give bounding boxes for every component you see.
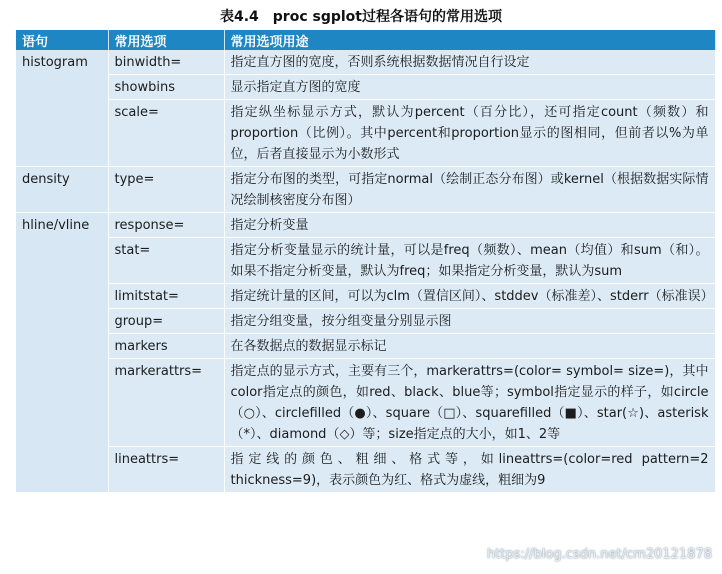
table-row (16, 100, 715, 167)
purpose-cell: 指定分析变量显示的统计量，可以是freq（频数）、mean（均值）和sum（和）。如果不指定分析变量，默认为freq；如果指定分析变量，默认为sum (224, 238, 715, 284)
purpose-cell: 指定分布图的类型，可指定normal（绘制正态分布图）或kernel（根据数据实际情况绘制核密度分布图） (224, 167, 715, 213)
table-caption: 表4.4 proc sgplot过程各语句的常用选项 (219, 9, 502, 25)
option-cell: group= (108, 309, 224, 334)
table-row (16, 284, 715, 309)
header-statement: 语句 (16, 30, 108, 50)
option-cell: response= (108, 213, 224, 238)
table-row (16, 50, 715, 75)
statement-cell: density (16, 167, 108, 213)
purpose-cell: 指定统计量的区间，可以为clm（置信区间）、stddev（标准差）、stderr（标准误） (224, 284, 715, 309)
header-purpose: 常用选项用途 (224, 30, 715, 50)
statement-cell: histogram (16, 50, 108, 167)
table-row (16, 359, 715, 447)
statement-cell: hline/vline (16, 213, 108, 493)
option-cell: binwidth= (108, 50, 224, 75)
table-row (16, 334, 715, 359)
options-table (16, 30, 716, 493)
purpose-cell: 指定纵坐标显示方式，默认为percent（百分比），还可指定count（频数）和proportion（比例）。其中percent和proportion显示的图相同，但前者以%为单位，后者直接显示为小数形式 (224, 100, 715, 167)
table-row (16, 309, 715, 334)
table-row (16, 75, 715, 100)
option-cell: scale= (108, 100, 224, 167)
table-row (16, 447, 715, 493)
watermark-url: https://blog.csdn.net/cm20121878 (486, 547, 712, 562)
purpose-cell: 指定分组变量，按分组变量分别显示图 (224, 309, 715, 334)
purpose-cell: 显示指定直方图的宽度 (224, 75, 715, 100)
option-cell: type= (108, 167, 224, 213)
purpose-cell: 在各数据点的数据显示标记 (224, 334, 715, 359)
table-row (16, 213, 715, 238)
purpose-cell: 指定分析变量 (224, 213, 715, 238)
table-row (16, 167, 715, 213)
table-header-row (16, 30, 715, 50)
option-cell: lineattrs= (108, 447, 224, 493)
option-cell: markers (108, 334, 224, 359)
option-cell: showbins (108, 75, 224, 100)
option-cell: markerattrs= (108, 359, 224, 447)
purpose-cell: 指定直方图的宽度，否则系统根据数据情况自行设定 (224, 50, 715, 75)
option-cell: stat= (108, 238, 224, 284)
header-option: 常用选项 (108, 30, 224, 50)
option-cell: limitstat= (108, 284, 224, 309)
purpose-cell: 指定线的颜色、粗细、格式等，如lineattrs=(color=red pattern=2 thickness=9)，表示颜色为红、格式为虚线，粗细为9 (224, 447, 715, 493)
purpose-cell: 指定点的显示方式，主要有三个，markerattrs=(color= symbol= size=)，其中color指定点的颜色，如red、black、blue等；symbol指定显示的样子，如circle（○）、circlefilled（●）、square（□）、squarefilled（■）、star(☆)、asterisk（*）、diamond（◇）等；size指定点的大小，如1、2等 (224, 359, 715, 447)
table-row (16, 238, 715, 284)
